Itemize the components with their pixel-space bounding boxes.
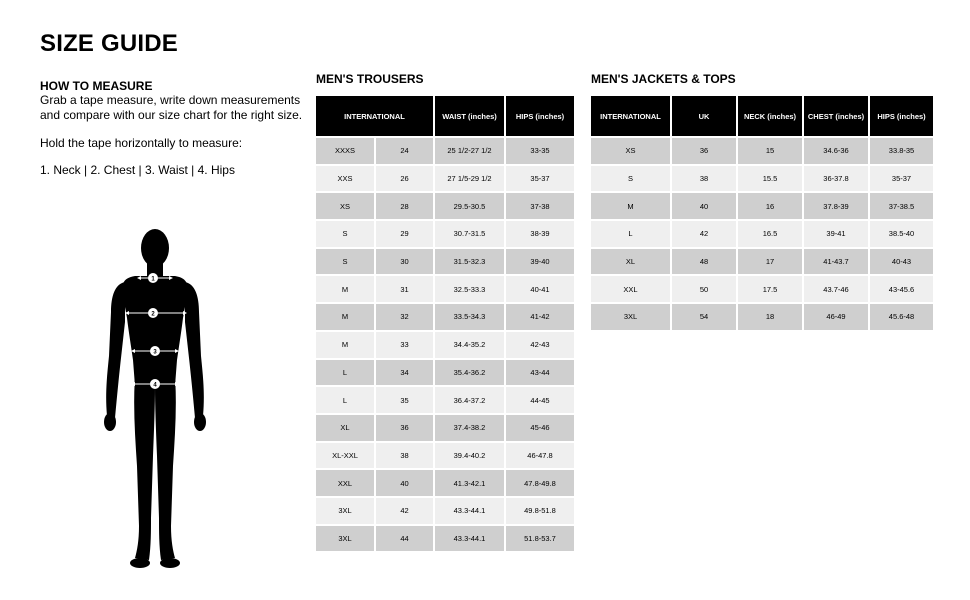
jackets-cell: 43.7-46 (804, 276, 868, 302)
measure-marker-label: 4 (153, 382, 157, 389)
measure-instructions: Grab a tape measure, write down measurements and compare with our size chart for the right size. (40, 93, 303, 122)
tape-instructions: Hold the tape horizontally to measure: (40, 136, 243, 150)
trousers-cell: 47.8-49.8 (506, 470, 574, 496)
jackets-cell: 16.5 (738, 221, 802, 247)
trousers-cell: 31 (376, 276, 433, 302)
trousers-cell: 45-46 (506, 415, 574, 441)
jackets-cell: 54 (672, 304, 736, 330)
trousers-cell: 30.7-31.5 (435, 221, 504, 247)
jackets-cell: 33.8-35 (870, 138, 933, 164)
trousers-cell: 30 (376, 249, 433, 275)
trousers-cell: XL-XXL (316, 443, 374, 469)
trousers-cell: 32.5-33.3 (435, 276, 504, 302)
trousers-cell: 40-41 (506, 276, 574, 302)
trousers-cell: 39-40 (506, 249, 574, 275)
how-to-measure-heading: HOW TO MEASURE (40, 79, 153, 93)
jackets-header-hips: HIPS (inches) (870, 96, 933, 136)
trousers-cell: 39.4-40.2 (435, 443, 504, 469)
jackets-cell: 35-37 (870, 166, 933, 192)
trousers-cell: XXXS (316, 138, 374, 164)
jackets-cell: 42 (672, 221, 736, 247)
trousers-cell: 29.5-30.5 (435, 193, 504, 219)
trousers-cell: XS (316, 193, 374, 219)
jackets-cell: 37.8-39 (804, 193, 868, 219)
trousers-cell: 43.3-44.1 (435, 498, 504, 524)
trousers-cell: 41.3-42.1 (435, 470, 504, 496)
trousers-cell: 42 (376, 498, 433, 524)
trousers-cell: 25 1/2-27 1/2 (435, 138, 504, 164)
jackets-cell: 43-45.6 (870, 276, 933, 302)
jackets-cell: 36 (672, 138, 736, 164)
jackets-cell: 3XL (591, 304, 670, 330)
trousers-cell: 32 (376, 304, 433, 330)
jackets-cell: 37-38.5 (870, 193, 933, 219)
jackets-cell: S (591, 166, 670, 192)
trousers-cell: 34 (376, 360, 433, 386)
jackets-cell: 38.5-40 (870, 221, 933, 247)
trousers-cell: 42-43 (506, 332, 574, 358)
measure-marker-label: 1 (151, 276, 155, 283)
measure-marker-label: 2 (151, 311, 155, 318)
trousers-cell: 38 (376, 443, 433, 469)
jackets-cell: 40 (672, 193, 736, 219)
trousers-cell: 49.8-51.8 (506, 498, 574, 524)
jackets-cell: 16 (738, 193, 802, 219)
trousers-cell: 26 (376, 166, 433, 192)
jackets-cell: 38 (672, 166, 736, 192)
trousers-header-international: INTERNATIONAL (316, 96, 433, 136)
trousers-cell: 38-39 (506, 221, 574, 247)
trousers-cell: S (316, 249, 374, 275)
trousers-cell: 31.5-32.3 (435, 249, 504, 275)
jackets-cell: XS (591, 138, 670, 164)
jackets-cell: 46-49 (804, 304, 868, 330)
jackets-header-neck: NECK (inches) (738, 96, 802, 136)
jackets-header-international: INTERNATIONAL (591, 96, 670, 136)
trousers-cell: 44 (376, 526, 433, 552)
trousers-cell: 36.4-37.2 (435, 387, 504, 413)
trousers-cell: 37.4-38.2 (435, 415, 504, 441)
trousers-cell: XXS (316, 166, 374, 192)
jackets-section-title: MEN'S JACKETS & TOPS (591, 72, 736, 86)
trousers-cell: L (316, 360, 374, 386)
trousers-cell: 37-38 (506, 193, 574, 219)
trousers-size-table (316, 96, 574, 551)
jackets-cell: 45.6-48 (870, 304, 933, 330)
jackets-cell: 39-41 (804, 221, 868, 247)
jackets-size-table (591, 96, 933, 330)
trousers-section-title: MEN'S TROUSERS (316, 72, 424, 86)
jackets-cell: 17 (738, 249, 802, 275)
jackets-cell: 50 (672, 276, 736, 302)
trousers-cell: 28 (376, 193, 433, 219)
trousers-cell: 51.8-53.7 (506, 526, 574, 552)
trousers-cell: 33.5-34.3 (435, 304, 504, 330)
trousers-cell: 44-45 (506, 387, 574, 413)
measure-marker-label: 3 (153, 349, 157, 356)
trousers-cell: 27 1/5-29 1/2 (435, 166, 504, 192)
trousers-cell: XXL (316, 470, 374, 496)
trousers-header-hips: HIPS (inches) (506, 96, 574, 136)
jackets-cell: 34.6-36 (804, 138, 868, 164)
trousers-cell: XL (316, 415, 374, 441)
trousers-cell: 46-47.8 (506, 443, 574, 469)
jackets-cell: 15 (738, 138, 802, 164)
trousers-cell: 41-42 (506, 304, 574, 330)
jackets-cell: 41-43.7 (804, 249, 868, 275)
trousers-cell: 34.4-35.2 (435, 332, 504, 358)
trousers-cell: S (316, 221, 374, 247)
jackets-cell: 17.5 (738, 276, 802, 302)
jackets-header-uk: UK (672, 96, 736, 136)
jackets-cell: L (591, 221, 670, 247)
trousers-cell: L (316, 387, 374, 413)
jackets-cell: 15.5 (738, 166, 802, 192)
jackets-cell: M (591, 193, 670, 219)
trousers-cell: 43-44 (506, 360, 574, 386)
trousers-cell: 3XL (316, 526, 374, 552)
jackets-cell: 18 (738, 304, 802, 330)
jackets-cell: 48 (672, 249, 736, 275)
trousers-cell: 24 (376, 138, 433, 164)
body-silhouette-figure (95, 226, 215, 570)
trousers-cell: 36 (376, 415, 433, 441)
trousers-cell: M (316, 276, 374, 302)
jackets-header-chest: CHEST (inches) (804, 96, 868, 136)
trousers-cell: 40 (376, 470, 433, 496)
trousers-cell: 29 (376, 221, 433, 247)
jackets-cell: XXL (591, 276, 670, 302)
jackets-cell: 36-37.8 (804, 166, 868, 192)
trousers-cell: 43.3-44.1 (435, 526, 504, 552)
jackets-cell: XL (591, 249, 670, 275)
trousers-cell: 33-35 (506, 138, 574, 164)
trousers-cell: 35-37 (506, 166, 574, 192)
trousers-cell: M (316, 332, 374, 358)
trousers-cell: 33 (376, 332, 433, 358)
trousers-cell: 3XL (316, 498, 374, 524)
trousers-cell: M (316, 304, 374, 330)
measure-points-list: 1. Neck | 2. Chest | 3. Waist | 4. Hips (40, 163, 235, 177)
trousers-cell: 35.4-36.2 (435, 360, 504, 386)
page-title: SIZE GUIDE (40, 30, 179, 57)
jackets-cell: 40-43 (870, 249, 933, 275)
trousers-cell: 35 (376, 387, 433, 413)
trousers-header-waist: WAIST (inches) (435, 96, 504, 136)
